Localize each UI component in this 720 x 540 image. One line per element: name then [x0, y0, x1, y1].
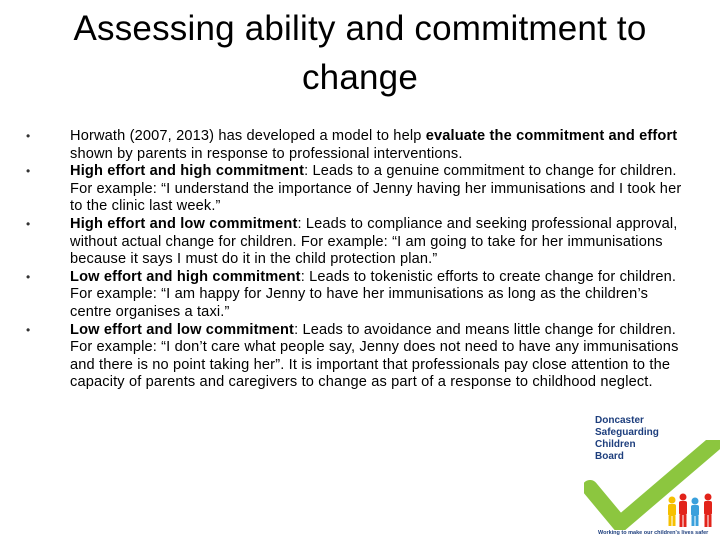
bullet-item [26, 216, 686, 269]
tagline: Working to make our children's lives safer [598, 530, 709, 536]
org-name: Doncaster Safeguarding Children Board [595, 415, 659, 462]
bullet-text: : Leads to compliance and seeking professional approval, without actual change for children. For example: “I am going to take for her immunisations because it says I must do it in the child protection plan.” [70, 215, 678, 268]
bullet-item [26, 269, 686, 322]
bullet-text: : Leads to tokenistic efforts to create change for children. For example: “I am happy for Jenny to have her immunisations as long as the children’s centre organises a taxi.” [70, 268, 677, 320]
bullet-bold-text: High effort and high commitment [70, 163, 305, 180]
bullet-text: : Leads to avoidance and means little change for children. For example: “I don’t care what people say, Jenny does not need to have any immunisations and there is no point taking her”. It is important that professionals pay close attention to the capacity of parents and caregivers to change as part of a response to childhood neglect. [70, 321, 679, 391]
bullet-text: : Leads to a genuine commitment to change for children. For example: “I understand the importance of Jenny having her immunisations and I took her to the clinic last week.” [70, 163, 682, 215]
bullet-text: shown by parents in response to professional interventions. [70, 145, 463, 162]
bullet-bold-text: evaluate the commitment and effort [425, 128, 678, 144]
title-line-1: Assessing ability and commitment to [73, 9, 647, 48]
children-figures-icon [666, 492, 720, 530]
bullet-bold-text: Low effort and low commitment [70, 321, 295, 338]
bullet-dot-icon: • [26, 216, 31, 231]
bullet-dot-icon: • [26, 322, 31, 337]
dscb-logo [578, 412, 720, 540]
bullet-item [26, 163, 686, 216]
bullet-dot-icon: • [26, 164, 31, 179]
bullet-bold-text: High effort and low commitment [70, 215, 298, 232]
bullet-item [26, 128, 686, 163]
bullet-list [26, 128, 686, 392]
title-line-2: change [301, 58, 419, 97]
bullet-dot-icon: • [26, 269, 31, 284]
bullet-text: Horwath (2007, 2013) has developed a model to help [70, 128, 426, 144]
bullet-dot-icon: • [26, 129, 31, 143]
slide-title [40, 4, 680, 102]
bullet-bold-text: Low effort and high commitment [70, 268, 301, 285]
bullet-item [26, 322, 686, 392]
